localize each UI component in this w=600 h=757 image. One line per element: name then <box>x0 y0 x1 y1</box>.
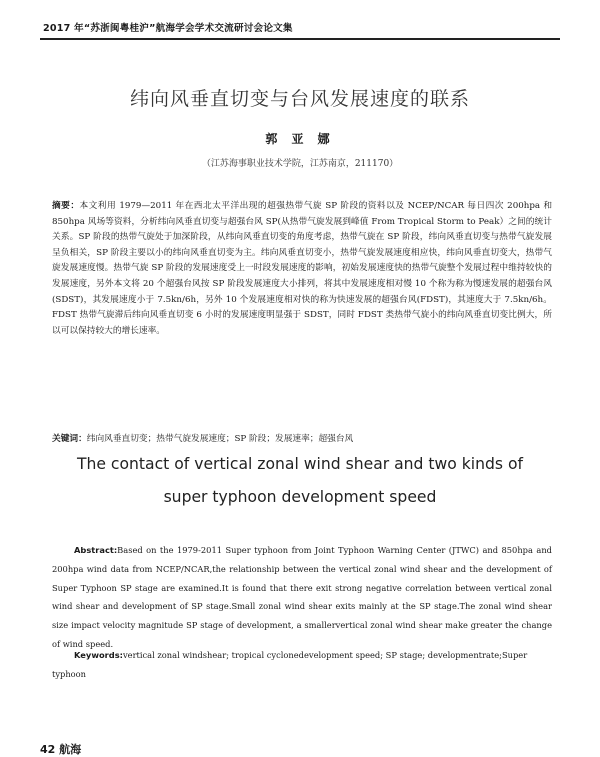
abstract-chinese-label: 摘要： <box>52 201 80 211</box>
keywords-english <box>52 646 552 684</box>
paper-title-english: The contact of vertical zonal wind shear and two kinds of super typhoon development speed <box>76 455 524 506</box>
keywords-english-label: Keywords: <box>74 650 123 660</box>
abstract-english-text: Based on the 1979-2011 Super typhoon from Joint Typhoon Warning Center (JTWC) and 850hpa and 200hpa wind data from NCEP/NCAR,the relationship between the vertical zonal wind shear and the development of Super Typhoon SP stage are examined.It is found that there exit strong negative correlation between vertical zonal wind shear and development of SP stage.Small zonal wind shear exits mainly at the SP stage.The zonal wind shear size impact velocity magnitude SP stage of development, a smallervertical zonal wind shear make greater the change of wind speed. <box>52 545 552 649</box>
abstract-chinese <box>52 199 552 339</box>
keywords-chinese-text: 纬向风垂直切变；热带气旋发展速度；SP 阶段；发展速率；超强台风 <box>86 434 354 444</box>
author-affiliation: （江苏海事职业技术学院，江苏南京，211170） <box>201 159 399 169</box>
keywords-english-text: vertical zonal windshear; tropical cyclonedevelopment speed; SP stage; developmentrate;Super typhoon <box>52 650 528 679</box>
header-divider <box>40 38 560 40</box>
abstract-english-label: Abstract: <box>74 545 118 555</box>
abstract-chinese-text: 本文利用 1979—2011 年在西北太平洋出现的超强热带气旋 SP 阶段的资料以及 NCEP/NCAR 每日四次 200hpa 和 850hpa 风场等资料，分析纬向风垂直切变与超强台风 SP(从热带气旋发展到峰值 From Tropical Storm to Peak）之间的统计关系。SP 阶段的热带气旋处于加深阶段，从纬向风垂直切变的角度考虑，热带气旋在 SP 阶段，纬向风垂直切变与热带气旋发展呈负相关，SP 阶段主要以小的纬向风垂直切变为主。纬向风垂直切变小，热带气旋发展速度相应快，纬向风垂直切变大，热带气旋发展速度慢。热带气旋 SP 阶段的发展速度受上一时段发展速度的影响，初始发展速度快的热带气旋整个发展过程中维持较快的发展速度，另外本文将 20 个超强台风按 SP 阶段发展速度大小排列，将其中发展速度相对慢 10 个称为称为慢速发展的超强台风(SDST)，其发展速度小于 7.5kn/6h，另外 10 个发展速度相对快的称为快速发展的超强台风(FDST)，其速度大于 7.5kn/6h。FDST 热带气旋滞后纬向风垂直切变 6 小时的发展速度明显强于 SDST，同时 FDST 类热带气旋小的纬向风垂直切变比例大，所以可以保持较大的增长速率。 <box>52 201 553 336</box>
keywords-chinese-label: 关键词： <box>52 434 87 444</box>
page-footer: 42 航海 <box>40 743 82 756</box>
keywords-chinese <box>52 432 552 444</box>
paper-title-chinese: 纬向风垂直切变与台风发展速度的联系 <box>129 88 470 110</box>
abstract-english <box>52 541 552 654</box>
running-header: 2017 年“苏浙闽粤桂沪”航海学会学术交流研讨会论文集 <box>43 23 293 34</box>
author-name: 郭 亚 娜 <box>265 132 335 146</box>
